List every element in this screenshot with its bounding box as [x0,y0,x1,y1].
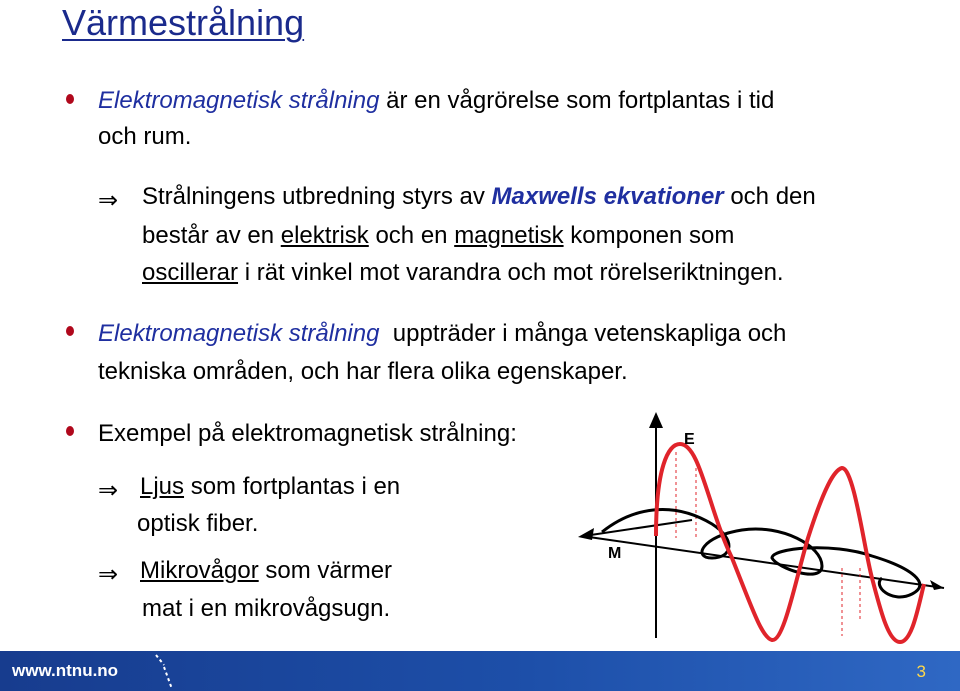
sub-1-text: och en [368,222,455,249]
emphasis-term: Elektromagnetisk strålning [98,87,380,114]
e-axis-arrowhead [649,412,663,428]
sub-3-line-1 [140,553,392,589]
e-label: E [684,431,695,448]
bullet-dot [66,326,74,336]
bullet-2-text: uppträder i många vetenskapliga och [379,320,787,347]
maxwells-equations-term: Maxwells ekvationer [491,183,724,210]
oscillates-term: oscillerar [142,259,239,286]
sub-1-text: komponen som [563,222,735,249]
footer-bar [0,651,960,691]
bullet-2-line-2: tekniska områden, och har flera olika egenskaper. [98,358,628,385]
m-axis-arrowhead [578,528,594,540]
m-axis [584,520,692,536]
bullet-2-line-1 [98,316,786,352]
implies-arrow-icon: ⇒ [98,186,119,214]
bullet-dot [66,426,74,436]
sub-2-text: som fortplantas i en [184,473,401,500]
magnetic-term: magnetisk [454,222,564,249]
page-number: 3 [916,662,926,681]
bullet-dot [66,94,74,104]
sub-2-line-2: optisk fiber. [137,510,259,537]
sub-1-line-2 [142,218,734,254]
sub-3-line-2: mat i en mikrovågsugn. [142,595,391,622]
m-label: M [608,545,622,562]
sub-2-line-1 [140,469,400,505]
sub-1-text-c: och den [723,183,816,210]
sub-1-text: i rät vinkel mot varandra och mot rörelseriktningen. [238,259,784,286]
sub-1-text: består av en [142,222,281,249]
footer-slash-icon [150,651,190,691]
slide-title: Värmestrålning [62,2,305,43]
em-wave-diagram [572,408,952,648]
microwaves-term: Mikrovågor [140,557,259,584]
light-term: Ljus [140,473,185,500]
bullet-1-text: är en vågrörelse som fortplantas i tid [379,87,775,114]
bullet-3-line: Exempel på elektromagnetisk strålning: [98,420,517,447]
sub-3-text: som värmer [258,557,393,584]
electric-term: elektrisk [280,222,369,249]
bullet-1-line-1 [98,83,774,119]
electric-wave [656,444,924,642]
implies-arrow-icon: ⇒ [98,476,119,504]
bullet-1-line-2: och rum. [98,123,192,150]
sub-1-line-3 [142,255,784,291]
sub-1-line-1 [142,179,816,215]
sub-1-text-a: Strålningens utbredning styrs av [142,183,492,210]
footer-url[interactable]: www.ntnu.no [12,661,119,680]
emphasis-term: Elektromagnetisk strålning [98,320,380,347]
implies-arrow-icon: ⇒ [98,560,119,588]
